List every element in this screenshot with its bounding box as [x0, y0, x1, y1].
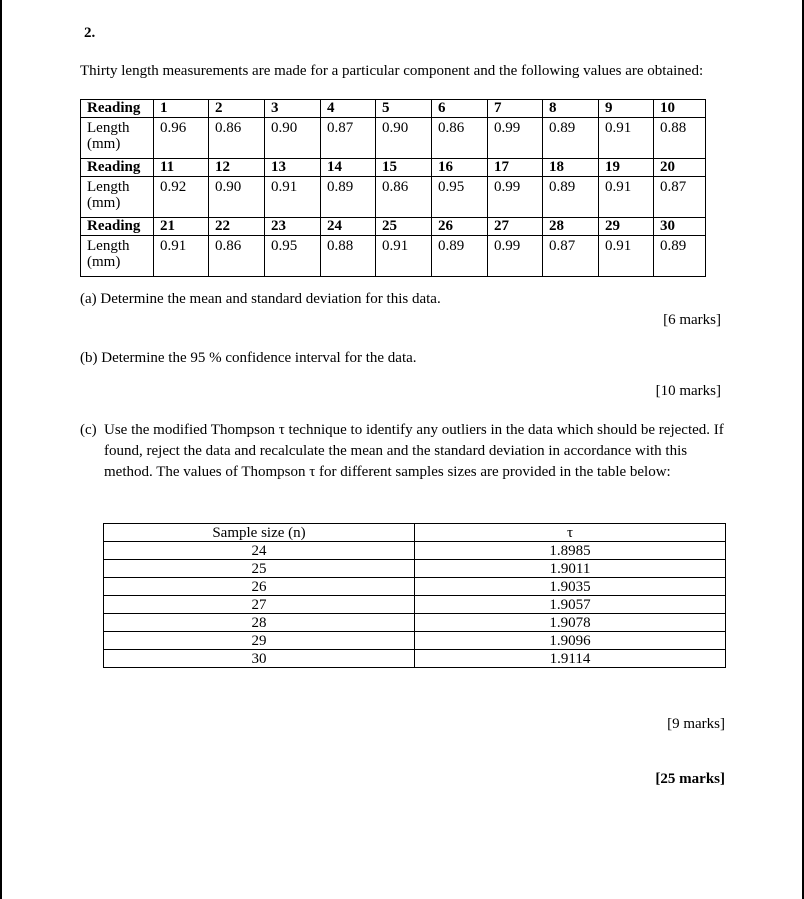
- length-value-cell: 0.88: [321, 236, 376, 277]
- reading-number-cell: 11: [154, 159, 209, 177]
- reading-number-cell: 10: [654, 100, 706, 118]
- part-c-label: (c): [80, 422, 97, 438]
- tau-header-tau: τ: [415, 524, 726, 542]
- length-value-cell: 0.91: [599, 177, 654, 218]
- length-value-cell: 0.99: [488, 236, 543, 277]
- reading-number-cell: 30: [654, 218, 706, 236]
- tau-value-cell: 1.9035: [415, 578, 726, 596]
- length-value-cell: 0.89: [432, 236, 488, 277]
- length-value-cell: 0.86: [209, 236, 265, 277]
- length-value-cell: 0.96: [154, 118, 209, 159]
- reading-number-cell: 20: [654, 159, 706, 177]
- readings-header-row: [81, 218, 706, 236]
- length-value-cell: 0.91: [376, 236, 432, 277]
- part-a-text: (a) Determine the mean and standard deviation for this data.: [80, 291, 441, 307]
- length-value-cell: 0.99: [488, 177, 543, 218]
- reading-number-cell: 7: [488, 100, 543, 118]
- tau-value-cell: 1.8985: [415, 542, 726, 560]
- part-c-marks: [9 marks]: [667, 716, 725, 732]
- sample-size-cell: 25: [104, 560, 415, 578]
- sample-size-cell: 29: [104, 632, 415, 650]
- reading-number-cell: 12: [209, 159, 265, 177]
- length-value-cell: 0.95: [265, 236, 321, 277]
- reading-number-cell: 9: [599, 100, 654, 118]
- sample-size-cell: 26: [104, 578, 415, 596]
- tau-row: [104, 650, 726, 668]
- sample-size-cell: 24: [104, 542, 415, 560]
- reading-number-cell: 25: [376, 218, 432, 236]
- length-value-cell: 0.91: [265, 177, 321, 218]
- length-value-cell: 0.87: [654, 177, 706, 218]
- length-label-cell: Length (mm): [81, 118, 154, 159]
- length-value-cell: 0.92: [154, 177, 209, 218]
- reading-number-cell: 19: [599, 159, 654, 177]
- length-value-cell: 0.87: [543, 236, 599, 277]
- length-value-cell: 0.90: [265, 118, 321, 159]
- length-value-cell: 0.91: [599, 118, 654, 159]
- length-value-cell: 0.86: [376, 177, 432, 218]
- length-value-cell: 0.89: [543, 177, 599, 218]
- readings-header-row: [81, 159, 706, 177]
- tau-row: [104, 560, 726, 578]
- reading-number-cell: 24: [321, 218, 376, 236]
- reading-number-cell: 2: [209, 100, 265, 118]
- tau-row: [104, 614, 726, 632]
- readings-value-row: [81, 177, 706, 218]
- length-value-cell: 0.91: [599, 236, 654, 277]
- length-value-cell: 0.86: [209, 118, 265, 159]
- sample-size-cell: 30: [104, 650, 415, 668]
- tau-value-cell: 1.9096: [415, 632, 726, 650]
- readings-table: [80, 99, 706, 277]
- length-value-cell: 0.89: [321, 177, 376, 218]
- length-value-cell: 0.89: [543, 118, 599, 159]
- reading-number-cell: 21: [154, 218, 209, 236]
- tau-value-cell: 1.9114: [415, 650, 726, 668]
- part-b-marks: [10 marks]: [655, 383, 721, 399]
- reading-number-cell: 1: [154, 100, 209, 118]
- length-value-cell: 0.95: [432, 177, 488, 218]
- tau-header-n: Sample size (n): [104, 524, 415, 542]
- reading-number-cell: 13: [265, 159, 321, 177]
- reading-number-cell: 8: [543, 100, 599, 118]
- part-c: [80, 420, 730, 483]
- total-marks: [25 marks]: [655, 771, 725, 787]
- part-a-marks: [6 marks]: [663, 312, 721, 328]
- sample-size-cell: 28: [104, 614, 415, 632]
- length-value-cell: 0.89: [654, 236, 706, 277]
- reading-number-cell: 29: [599, 218, 654, 236]
- length-value-cell: 0.87: [321, 118, 376, 159]
- tau-header-row: [104, 524, 726, 542]
- length-value-cell: 0.99: [488, 118, 543, 159]
- tau-row: [104, 632, 726, 650]
- reading-label-cell: Reading: [81, 159, 154, 177]
- reading-label-cell: Reading: [81, 218, 154, 236]
- part-b-text: (b) Determine the 95 % confidence interval for the data.: [80, 350, 417, 366]
- reading-label-cell: Reading: [81, 100, 154, 118]
- question-number: 2.: [84, 25, 96, 41]
- tau-table: [103, 523, 726, 668]
- tau-row: [104, 578, 726, 596]
- tau-value-cell: 1.9057: [415, 596, 726, 614]
- reading-number-cell: 3: [265, 100, 321, 118]
- question-intro: Thirty length measurements are made for a particular component and the following values are obtained:: [80, 63, 704, 79]
- readings-header-row: [81, 100, 706, 118]
- reading-number-cell: 5: [376, 100, 432, 118]
- readings-value-row: [81, 118, 706, 159]
- length-value-cell: 0.90: [209, 177, 265, 218]
- reading-number-cell: 27: [488, 218, 543, 236]
- tau-row: [104, 596, 726, 614]
- length-value-cell: 0.86: [432, 118, 488, 159]
- reading-number-cell: 23: [265, 218, 321, 236]
- reading-number-cell: 6: [432, 100, 488, 118]
- reading-number-cell: 14: [321, 159, 376, 177]
- part-c-text: Use the modified Thompson τ technique to identify any outliers in the data which should be rejected. If found, reject the data and recalculate the mean and the standard deviation in accordance with this method. The values of Thompson τ for different samples sizes are provided in the table below:: [104, 422, 724, 480]
- length-label-cell: Length (mm): [81, 177, 154, 218]
- reading-number-cell: 17: [488, 159, 543, 177]
- tau-value-cell: 1.9078: [415, 614, 726, 632]
- reading-number-cell: 22: [209, 218, 265, 236]
- length-label-cell: Length (mm): [81, 236, 154, 277]
- tau-row: [104, 542, 726, 560]
- reading-number-cell: 18: [543, 159, 599, 177]
- reading-number-cell: 4: [321, 100, 376, 118]
- length-value-cell: 0.90: [376, 118, 432, 159]
- reading-number-cell: 28: [543, 218, 599, 236]
- length-value-cell: 0.88: [654, 118, 706, 159]
- reading-number-cell: 26: [432, 218, 488, 236]
- reading-number-cell: 15: [376, 159, 432, 177]
- sample-size-cell: 27: [104, 596, 415, 614]
- tau-value-cell: 1.9011: [415, 560, 726, 578]
- readings-value-row: [81, 236, 706, 277]
- page-border-left: [0, 0, 2, 899]
- reading-number-cell: 16: [432, 159, 488, 177]
- length-value-cell: 0.91: [154, 236, 209, 277]
